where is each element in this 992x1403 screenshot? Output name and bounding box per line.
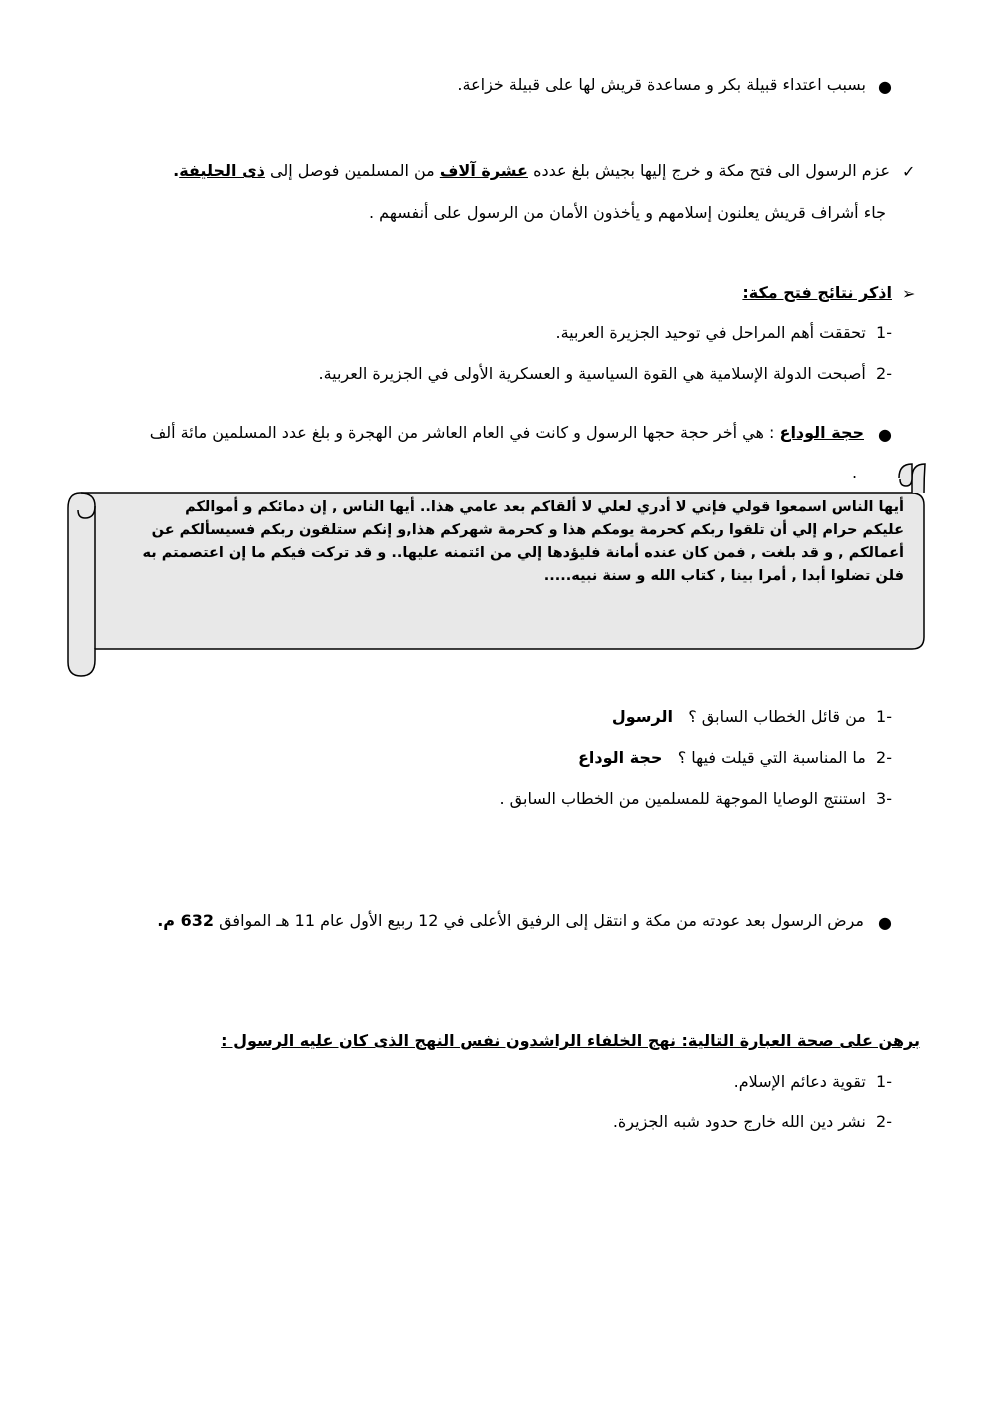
- reason-bullet: بسبب اعتداء قبيلة بكر و مساعدة قريش لها على قبيلة خزاعة.: [457, 75, 866, 94]
- check-icon: ✓: [902, 162, 916, 181]
- question-1: [612, 706, 892, 728]
- march-text-1: عزم الرسول الى فتح مكة و خرج إليها بجيش بلغ عدده: [527, 161, 890, 180]
- place-name: ذى الحليفة: [179, 161, 265, 180]
- question-num: -2: [876, 748, 892, 767]
- question-text: ما المناسبة التي قيلت فيها ؟: [672, 748, 866, 767]
- farewell-text: : هي أخر حجة حجها الرسول و كانت في العام العاشر من الهجرة و بلغ عدد المسلمين مائة ألف: [149, 423, 780, 442]
- bullet-marker: ●: [878, 425, 892, 444]
- result-num: -2: [876, 364, 892, 383]
- proof-item-2: [613, 1111, 892, 1133]
- scroll-top-curl: [912, 464, 925, 493]
- sermon-line: أعمالكم , و قد بلغت , فمن كان عنده أمانة فليؤدها إلي من ائتمنه عليها.. و قد تركت فيكم ما إن اعتصمتم به: [142, 545, 904, 561]
- result-num: -1: [876, 323, 892, 342]
- death-line: [157, 910, 864, 932]
- army-size: عشرة آلاف: [439, 161, 528, 180]
- question-3: [499, 788, 892, 810]
- question-answer: حجة الوداع: [577, 748, 663, 767]
- bullet-marker: ●: [878, 913, 892, 932]
- march-dot: .: [173, 161, 180, 180]
- question-2: [578, 747, 892, 769]
- sermon-line: أيها الناس اسمعوا قولي فإني لا أدري لعلي لا ألقاكم بعد عامي هذا.. أيها الناس , إن دمائكم و أموالكم: [185, 499, 904, 515]
- arrow-bullet-icon: ➢: [902, 284, 916, 303]
- bullet-marker: ●: [878, 77, 892, 96]
- sermon-line: عليكم حرام إلي أن تلقوا ربكم كحرمة يومكم هذا و كحرمة شهركم هذا,و إنكم ستلقون ربكم فسيسألكم عن: [151, 522, 904, 538]
- question-num: -3: [876, 789, 892, 808]
- scroll-top-roll: [899, 464, 912, 486]
- question-num: -1: [876, 707, 892, 726]
- farewell-term: حجة الوداع: [779, 423, 864, 442]
- death-text: مرض الرسول بعد عودته من مكة و انتقل إلى الرفيق الأعلى في 12 ربيع الأول عام 11 هـ الموافق: [213, 911, 864, 930]
- proof-heading: برهن على صحة العبارة التالية: نهج الخلفاء الراشدون نفس النهج الذى كان عليه الرسول :: [221, 1031, 920, 1050]
- result-text: تحققت أهم المراحل في توحيد الجزيرة العربية.: [555, 323, 866, 342]
- result-text: أصبحت الدولة الإسلامية هي القوة السياسية و العسكرية الأولى في الجزيرة العربية.: [318, 364, 866, 383]
- proof-item-1: [734, 1071, 892, 1093]
- sermon-text: [108, 496, 904, 588]
- question-text: استنتج الوصايا الموجهة للمسلمين من الخطاب السابق .: [499, 789, 866, 808]
- question-text: من قائل الخطاب السابق ؟: [683, 707, 866, 726]
- quraysh-line: جاء أشراف قريش يعلنون إسلامهم و يأخذون الأمان من الرسول على أنفسهم .: [369, 203, 886, 222]
- death-dot: .: [157, 911, 164, 930]
- proof-text: نشر دين الله خارج حدود شبه الجزيرة.: [612, 1112, 866, 1131]
- proof-num: -2: [876, 1112, 892, 1131]
- question-answer: الرسول: [611, 707, 673, 726]
- proof-text: تقوية دعائم الإسلام.: [733, 1072, 866, 1091]
- farewell-dot: .: [852, 463, 858, 482]
- sermon-line: فلن تضلوا أبدا , أمرا بينا , كتاب الله و سنة نبيه.....: [543, 568, 904, 584]
- death-year: 632 م: [163, 911, 214, 930]
- march-text-2: من المسلمين فوصل إلى: [264, 161, 440, 180]
- proof-num: -1: [876, 1072, 892, 1091]
- results-heading: اذكر نتائج فتح مكة:: [742, 283, 892, 302]
